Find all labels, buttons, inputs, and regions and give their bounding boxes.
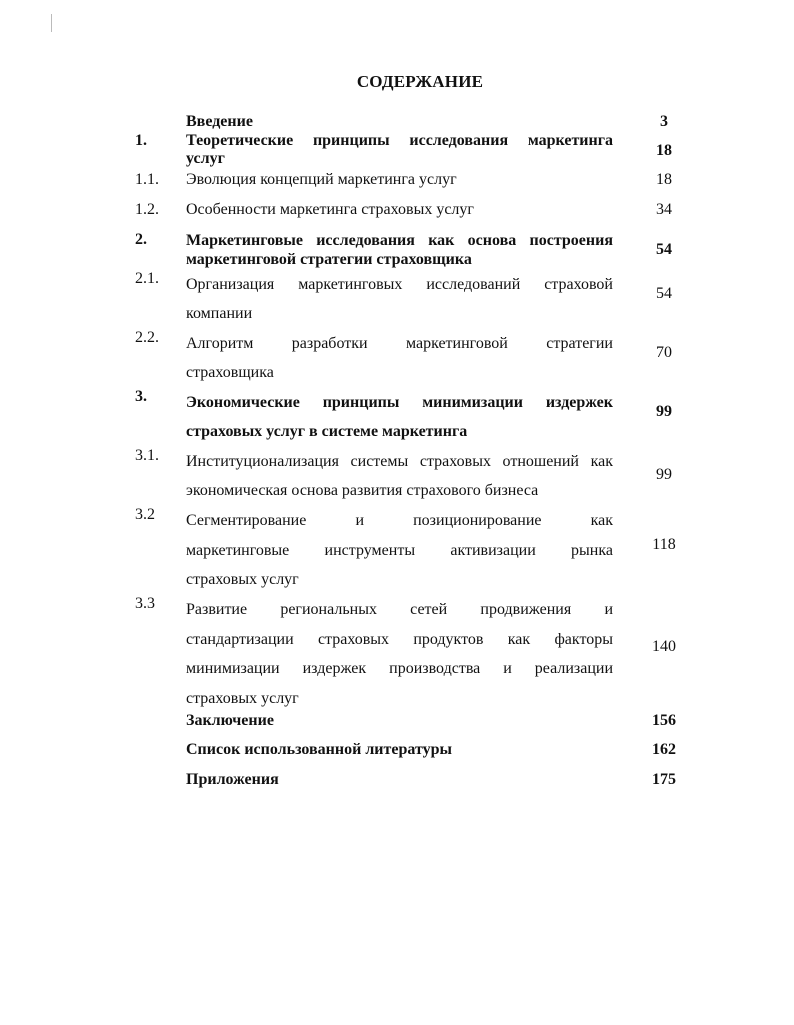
toc-entry-title-line: маркетинговые инструменты активизации рынка bbox=[186, 541, 613, 559]
toc-entry-title-line: Институционализация системы страховых отношений как bbox=[186, 453, 613, 470]
toc-entry-number: 3. bbox=[135, 388, 147, 405]
toc-entry-number: 1.1. bbox=[135, 171, 159, 188]
toc-entry-page: 118 bbox=[652, 536, 676, 553]
toc-entry-number: 3.1. bbox=[135, 447, 159, 464]
toc-entry-page: 54 bbox=[656, 241, 672, 258]
toc-entry-number: 1. bbox=[135, 132, 147, 149]
toc-entry-number: 3.2 bbox=[135, 506, 155, 523]
toc-entry-page: 54 bbox=[656, 285, 672, 302]
toc-entry-page: 3 bbox=[660, 113, 668, 130]
toc-entry-number: 2. bbox=[135, 231, 147, 248]
toc-entry-number: 3.3 bbox=[135, 595, 155, 612]
toc-entry-title-line: страховщика bbox=[186, 364, 274, 381]
toc-entry-title-line: Экономические принципы минимизации издержек bbox=[186, 394, 613, 411]
toc-entry-page: 175 bbox=[652, 771, 676, 788]
toc-entry-page: 162 bbox=[652, 741, 676, 758]
toc-entry-page: 18 bbox=[656, 142, 672, 159]
toc-entry-title-line: страховых услуг bbox=[186, 689, 299, 707]
toc-entry-title-line: Алгоритм разработки маркетинговой стратегии bbox=[186, 335, 613, 352]
toc-entry-title-line: минимизации издержек производства и реализации bbox=[186, 660, 613, 677]
toc-entry-title-line: страховых услуг bbox=[186, 571, 299, 588]
toc-entry-title-line: Приложения bbox=[186, 771, 279, 788]
page-title: СОДЕРЖАНИЕ bbox=[356, 72, 484, 91]
toc-entry-title-line: Список использованной литературы bbox=[186, 741, 452, 758]
toc-entry-title-line: Эволюция концепций маркетинга услуг bbox=[186, 171, 457, 188]
toc-entry-title bbox=[186, 171, 613, 189]
toc-entry-title bbox=[186, 447, 613, 505]
toc-entry-title-line: Сегментирование и позиционирование как bbox=[186, 512, 613, 529]
toc-entry-title-line: Развитие региональных сетей продвижения и bbox=[186, 601, 613, 618]
toc-entry-title-line: Введение bbox=[186, 113, 253, 130]
toc-entry-number: 2.1. bbox=[135, 270, 159, 287]
toc-entry-title-line: Маркетинговые исследования как основа построения bbox=[186, 232, 613, 249]
toc-entry-page: 156 bbox=[652, 712, 676, 729]
toc-entry-title bbox=[186, 506, 613, 595]
toc-entry-title bbox=[186, 270, 613, 328]
toc-entry-page: 99 bbox=[656, 403, 672, 420]
toc-entry-number: 1.2. bbox=[135, 201, 159, 218]
toc-entry-title bbox=[186, 231, 613, 269]
toc-entry-title bbox=[186, 113, 613, 131]
toc-entry-title bbox=[186, 132, 613, 168]
toc-entry-title bbox=[186, 771, 613, 789]
toc-entry-title-line: страховых услуг в системе маркетинга bbox=[186, 423, 468, 440]
toc-entry-page: 140 bbox=[652, 638, 676, 655]
toc-entry-title-line: Организация маркетинговых исследований страховой bbox=[186, 276, 613, 293]
toc-entry-title-line: Теоретические принципы исследования маркетинга bbox=[186, 132, 613, 149]
toc-entry-page: 99 bbox=[656, 466, 672, 483]
toc-entry-title-line: маркетинговой стратегии страховщика bbox=[186, 251, 472, 268]
toc-entry-title-line: услуг bbox=[186, 150, 225, 167]
toc-entry-number: 2.2. bbox=[135, 329, 159, 346]
toc-entry-title-line: стандартизации страховых продуктов как факторы bbox=[186, 630, 613, 648]
toc-entry-title bbox=[186, 595, 613, 713]
toc-entry-page: 70 bbox=[656, 344, 672, 361]
toc-entry-page: 34 bbox=[656, 201, 672, 218]
toc-entry-title bbox=[186, 712, 613, 730]
toc-entry-title-line: Заключение bbox=[186, 712, 274, 729]
toc-entry-title-line: компании bbox=[186, 305, 253, 322]
toc-entry-title-line: экономическая основа развития страхового бизнеса bbox=[186, 482, 539, 499]
toc-entry-page: 18 bbox=[656, 171, 672, 188]
toc-entry-title bbox=[186, 201, 613, 219]
toc-entry-title bbox=[186, 329, 613, 387]
toc-entry-title bbox=[186, 388, 613, 446]
toc-entry-title bbox=[186, 741, 613, 759]
toc-entry-title-line: Особенности маркетинга страховых услуг bbox=[186, 201, 474, 218]
